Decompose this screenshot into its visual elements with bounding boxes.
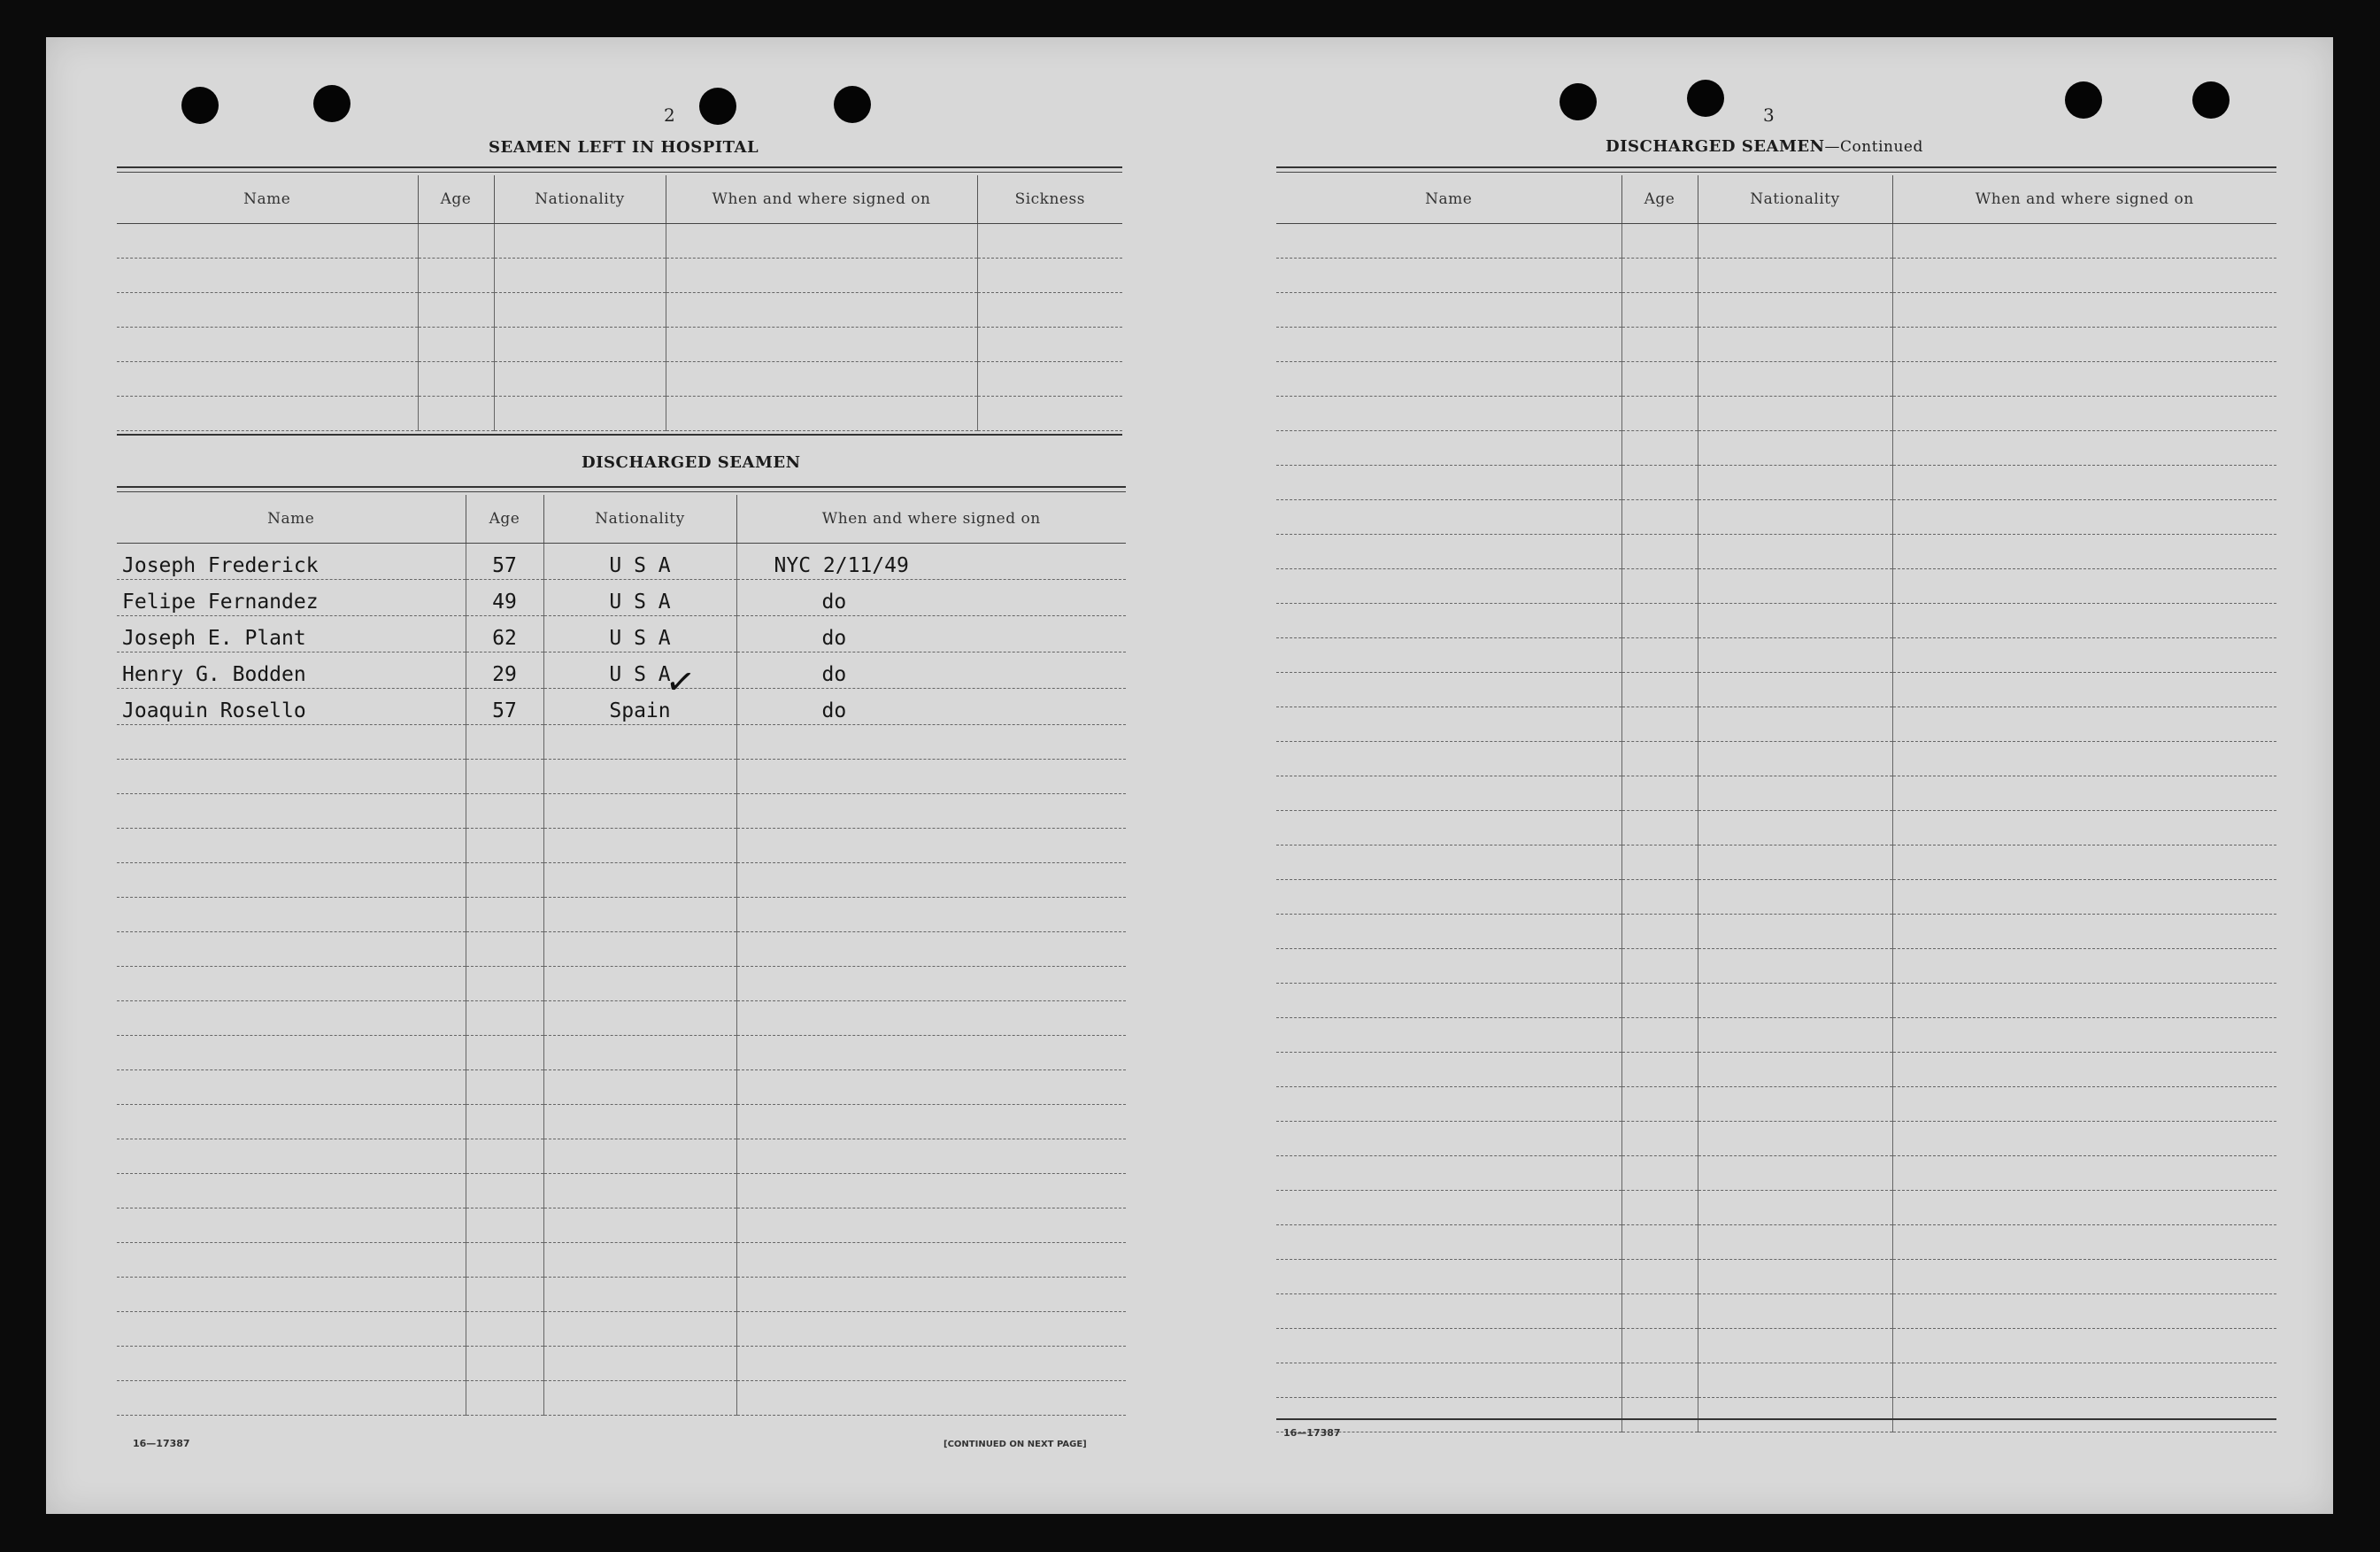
table-row — [117, 1312, 1126, 1347]
table-row — [1276, 1329, 2276, 1363]
seaman-name: Felipe Fernandez — [117, 580, 466, 616]
table-row — [117, 1347, 1126, 1381]
form-sheet — [46, 37, 2333, 1514]
table-row — [1276, 845, 2276, 880]
table-row — [117, 259, 1122, 293]
section-rule — [1276, 172, 2276, 173]
seaman-nationality: U S A — [543, 580, 736, 616]
section-rule — [117, 172, 1122, 173]
section-rule — [117, 166, 1122, 168]
table-row — [117, 580, 1126, 616]
table-row — [117, 898, 1126, 932]
table-row — [117, 1001, 1126, 1036]
left-page — [117, 37, 1179, 1514]
column-header-name: Name — [1276, 175, 1621, 224]
seaman-signed-on: do — [736, 652, 1126, 689]
seaman-name: Joseph E. Plant — [117, 616, 466, 652]
section-rule — [117, 486, 1126, 488]
check-mark: ✓ — [662, 660, 698, 706]
table-row — [1276, 707, 2276, 742]
section-rule — [117, 491, 1126, 492]
table-row — [1276, 431, 2276, 466]
form-code: 16—17387 — [1283, 1427, 1341, 1439]
table-row — [117, 725, 1126, 760]
table-row — [117, 1243, 1126, 1278]
column-header-nationality: Nationality — [543, 495, 736, 544]
hospital-table — [117, 175, 1122, 431]
seaman-name: Joseph Frederick — [117, 544, 466, 580]
seaman-signed-on: do — [736, 580, 1126, 616]
table-header-row — [117, 175, 1122, 224]
table-row — [117, 1070, 1126, 1105]
table-row — [1276, 1294, 2276, 1329]
table-row — [117, 224, 1122, 259]
section-rule — [1276, 1418, 2276, 1420]
seaman-name: Henry G. Bodden — [117, 652, 466, 689]
hospital-section-title: SEAMEN LEFT IN HOSPITAL — [489, 138, 759, 157]
table-row — [1276, 742, 2276, 776]
discharged-continued-table — [1276, 175, 2276, 1432]
table-row — [1276, 1260, 2276, 1294]
column-header-name: Name — [117, 495, 466, 544]
table-row — [1276, 1225, 2276, 1260]
table-header-row — [1276, 175, 2276, 224]
table-row — [117, 1381, 1126, 1416]
table-row — [117, 544, 1126, 580]
table-row — [1276, 1122, 2276, 1156]
column-header-nationality: Nationality — [1698, 175, 1892, 224]
table-row — [117, 932, 1126, 967]
section-title-suffix: —Continued — [1824, 138, 1923, 156]
table-row — [1276, 1087, 2276, 1122]
column-header-age: Age — [1621, 175, 1698, 224]
table-row — [117, 1139, 1126, 1174]
seaman-nationality: U S A — [543, 544, 736, 580]
column-header-sickness: Sickness — [977, 175, 1122, 224]
column-header-signed-on: When and where signed on — [1892, 175, 2276, 224]
table-row — [117, 760, 1126, 794]
table-row — [117, 328, 1122, 362]
table-row — [1276, 1053, 2276, 1087]
table-row — [117, 967, 1126, 1001]
right-page — [1276, 37, 2330, 1514]
table-row — [1276, 362, 2276, 397]
table-row — [1276, 397, 2276, 431]
seaman-signed-on: do — [736, 616, 1126, 652]
table-row — [1276, 328, 2276, 362]
table-row — [117, 362, 1122, 397]
seaman-age: 49 — [466, 580, 543, 616]
table-row — [117, 652, 1126, 689]
seaman-signed-on: do — [736, 689, 1126, 725]
table-row — [117, 689, 1126, 725]
table-row — [1276, 293, 2276, 328]
discharged-table — [117, 495, 1126, 1416]
table-row — [117, 1174, 1126, 1208]
table-row — [1276, 569, 2276, 604]
table-row — [1276, 949, 2276, 984]
table-row — [1276, 1398, 2276, 1432]
table-row — [1276, 880, 2276, 915]
table-row — [1276, 1363, 2276, 1398]
table-row — [1276, 811, 2276, 845]
table-row — [1276, 1156, 2276, 1191]
table-row — [117, 1208, 1126, 1243]
section-rule — [117, 434, 1122, 436]
table-row — [117, 293, 1122, 328]
section-title-text: DISCHARGED SEAMEN — [1606, 137, 1825, 156]
seaman-age: 57 — [466, 544, 543, 580]
seaman-nationality: Spain — [543, 689, 736, 725]
seaman-signed-on: NYC 2/11/49 — [736, 544, 1126, 580]
table-row — [117, 863, 1126, 898]
column-header-age: Age — [466, 495, 543, 544]
table-row — [117, 794, 1126, 829]
table-header-row — [117, 495, 1126, 544]
seaman-nationality: U S A — [543, 616, 736, 652]
seaman-nationality: U S A — [543, 652, 736, 689]
table-row — [1276, 604, 2276, 638]
column-header-age: Age — [418, 175, 494, 224]
column-header-nationality: Nationality — [494, 175, 666, 224]
table-row — [1276, 984, 2276, 1018]
discharged-section-title: DISCHARGED SEAMEN — [582, 453, 801, 472]
table-row — [1276, 224, 2276, 259]
page-number: 2 — [664, 104, 675, 126]
table-row — [1276, 535, 2276, 569]
column-header-signed-on: When and where signed on — [666, 175, 977, 224]
column-header-signed-on: When and where signed on — [736, 495, 1126, 544]
table-row — [1276, 1018, 2276, 1053]
form-code: 16—17387 — [133, 1438, 190, 1449]
table-row — [1276, 915, 2276, 949]
seaman-age: 29 — [466, 652, 543, 689]
seaman-age: 62 — [466, 616, 543, 652]
table-row — [1276, 673, 2276, 707]
table-row — [117, 1105, 1126, 1139]
table-row — [117, 829, 1126, 863]
table-row — [117, 397, 1122, 431]
table-row — [117, 1278, 1126, 1312]
discharged-continued-title — [1606, 137, 1923, 156]
seaman-name: Joaquin Rosello — [117, 689, 466, 725]
table-row — [1276, 638, 2276, 673]
table-row — [1276, 259, 2276, 293]
seaman-age: 57 — [466, 689, 543, 725]
section-rule — [1276, 166, 2276, 168]
table-row — [1276, 500, 2276, 535]
table-row — [1276, 466, 2276, 500]
table-row — [117, 616, 1126, 652]
table-row — [1276, 776, 2276, 811]
page-number: 3 — [1763, 104, 1775, 126]
column-header-name: Name — [117, 175, 418, 224]
table-row — [117, 1036, 1126, 1070]
continued-note: [CONTINUED ON NEXT PAGE] — [944, 1440, 1087, 1449]
table-row — [1276, 1191, 2276, 1225]
